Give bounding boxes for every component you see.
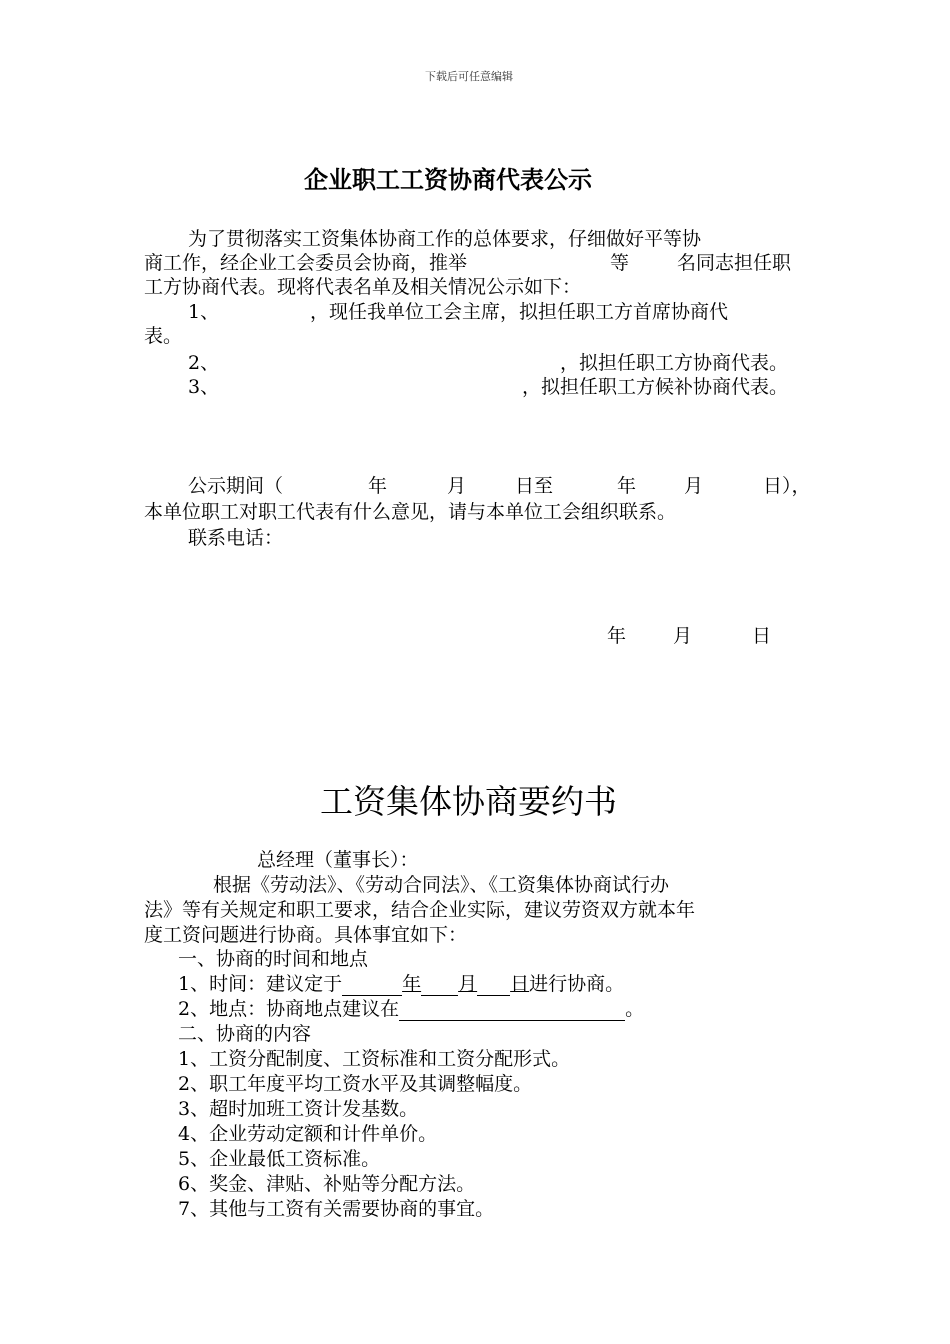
notice-item-1-number: 1、 <box>188 301 220 323</box>
notice-item-2-text: ，拟担任职工方协商代表。 <box>560 352 789 374</box>
proposal-place-end: 。 <box>625 998 645 1020</box>
proposal-section-1-heading: 一、协商的时间和地点 <box>178 948 369 970</box>
notice-paragraph-line-1: 为了贯彻落实工资集体协商工作的总体要求，仔细做好平等协 <box>188 228 702 250</box>
proposal-time-end: 进行协商。 <box>529 973 625 995</box>
proposal-content-item-3: 3、超时加班工资计发基数。 <box>178 1098 419 1120</box>
notice-item-3-text: ，拟担任职工方候补协商代表。 <box>522 376 789 398</box>
notice-paragraph-line-2c: 名同志担任职 <box>677 252 792 274</box>
notice-item-1-continuation: 表。 <box>144 325 183 347</box>
notice-period-line-2: 本单位职工对职工代表有什么意见，请与本单位工会组织联系。 <box>144 501 677 523</box>
time-blank-month <box>421 976 458 996</box>
notice-period-year-2: 年 <box>617 475 637 497</box>
time-blank-year <box>342 976 402 996</box>
page-header-note: 下载后可任意编辑 <box>425 70 513 83</box>
proposal-content-item-1: 1、工资分配制度、工资标准和工资分配形式。 <box>178 1048 571 1070</box>
notice-item-2-number: 2、 <box>188 352 220 374</box>
notice-period-month: 月 <box>447 475 467 497</box>
notice-period-year: 年 <box>368 475 388 497</box>
notice-date-day: 日 <box>752 625 772 647</box>
notice-period-day-to: 日至 <box>515 475 554 497</box>
notice-period-label: 公示期间（ <box>188 475 284 497</box>
proposal-time-month: 月 <box>458 973 478 995</box>
proposal-paragraph-line-2: 法》等有关规定和职工要求，结合企业实际，建议劳资双方就本年 <box>144 899 696 921</box>
proposal-paragraph-line-3: 度工资问题进行协商。具体事宜如下： <box>144 924 468 946</box>
notice-paragraph-line-2a: 商工作，经企业工会委员会协商，推举 <box>144 252 468 274</box>
notice-period-month-2: 月 <box>684 475 704 497</box>
proposal-section-2-heading: 二、协商的内容 <box>178 1023 312 1045</box>
proposal-time-day: 日 <box>510 973 530 995</box>
proposal-content-item-7: 7、其他与工资有关需要协商的事宜。 <box>178 1198 495 1220</box>
proposal-paragraph-line-1: 根据《劳动法》、《劳动合同法》、《工资集体协商试行办 <box>213 874 670 896</box>
notice-item-3-number: 3、 <box>188 376 220 398</box>
notice-period-day-2: 日）， <box>763 475 811 497</box>
proposal-place-label: 2、地点：协商地点建议在 <box>178 998 400 1020</box>
proposal-title: 工资集体协商要约书 <box>320 782 617 821</box>
notice-title: 企业职工工资协商代表公示 <box>304 166 592 194</box>
proposal-content-item-5: 5、企业最低工资标准。 <box>178 1148 381 1170</box>
time-blank-day <box>477 976 510 996</box>
notice-item-1-text: ，现任我单位工会主席，拟担任职工方首席协商代 <box>310 301 729 323</box>
notice-date-year: 年 <box>607 625 627 647</box>
notice-contact-phone: 联系电话： <box>188 527 284 549</box>
notice-date-month: 月 <box>673 625 693 647</box>
notice-paragraph-line-3: 工方协商代表。现将代表名单及相关情况公示如下： <box>144 276 582 298</box>
notice-paragraph-line-2b: 等 <box>610 252 630 274</box>
proposal-salutation: 总经理（董事长）： <box>257 849 419 871</box>
place-blank <box>399 1001 625 1021</box>
proposal-time-label: 1、时间：建议定于 <box>178 973 343 995</box>
proposal-place-line <box>178 997 644 1021</box>
proposal-content-item-4: 4、企业劳动定额和计件单价。 <box>178 1123 438 1145</box>
proposal-content-item-2: 2、职工年度平均工资水平及其调整幅度。 <box>178 1073 533 1095</box>
proposal-content-item-6: 6、奖金、津贴、补贴等分配方法。 <box>178 1173 476 1195</box>
proposal-time-year: 年 <box>402 973 422 995</box>
proposal-time-line <box>178 972 624 996</box>
